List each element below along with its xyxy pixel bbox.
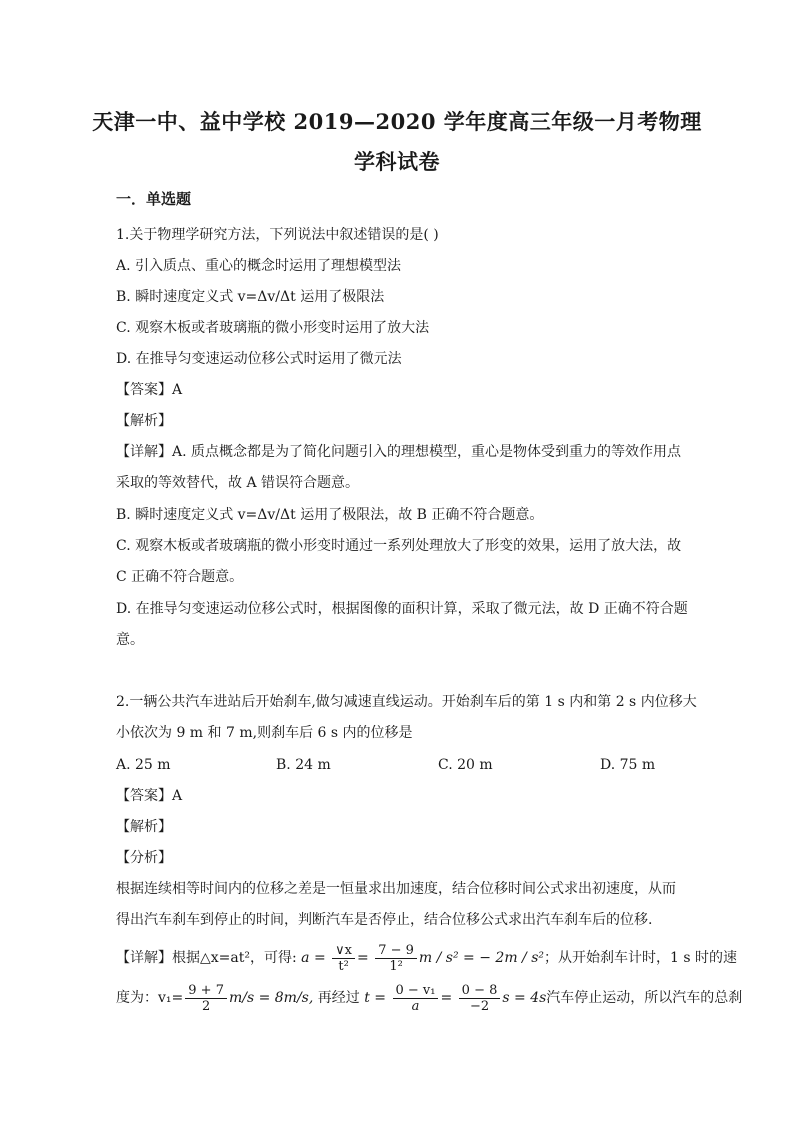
fraction-numerator: 7 − 9: [375, 943, 417, 959]
fraction-numerator: 0 − 8: [459, 983, 501, 999]
q1-detail-line: 【详解】A. 质点概念都是为了简化问题引入的理想模型，重心是物体受到重力的等效作用点: [116, 444, 682, 460]
detail-text: 度为：v₁=: [116, 990, 184, 1006]
q2-fenxi-label: 【分析】: [116, 850, 172, 866]
q1-detail-line: C. 观察木板或者玻璃瓶的微小形变时通过一系列处理放大了形变的效果，运用了放大法，故: [116, 538, 682, 554]
formula-text: s = 4s: [502, 990, 547, 1006]
detail-text: 根据△x=at²，可得:: [172, 950, 302, 966]
q2-answer: [116, 787, 182, 805]
answer-label: 【答案】: [116, 382, 172, 398]
fraction-numerator: 0 − v₁: [393, 983, 439, 999]
fraction: [393, 983, 439, 1014]
q1-detail-line: 意。: [116, 632, 144, 648]
q1-stem: 1.关于物理学研究方法，下列说法中叙述错误的是( ): [116, 227, 439, 243]
q1-detail-line: D. 在推导匀变速运动位移公式时，根据图像的面积计算，采取了微元法，故 D 正确不符合题: [116, 601, 688, 617]
detail-label: 【详解】: [116, 950, 172, 966]
answer-value: A: [172, 382, 183, 398]
fraction-denominator: 1²: [389, 958, 403, 974]
formula-text: m/s = 8m/s,: [228, 990, 314, 1006]
fraction: [459, 983, 501, 1014]
answer-label: 【答案】: [116, 788, 172, 804]
fraction: [375, 943, 417, 974]
fraction-numerator: 9 + 7: [185, 983, 227, 999]
q2-detail-line-2: 度为：v₁= $\frac{9 + 7}{2}$ m/s = 8m/s, 再经过 t = $\frac{\text{0 − v₁}}{a}$ = $\frac{0 - 8}{-2}$ s = 4s汽车停止运动，所以汽车的总刹: [116, 982, 743, 1014]
q1-answer: [116, 381, 182, 399]
fraction: [185, 983, 227, 1014]
document-title-line1: 天津一中、益中学校 2019—2020 学年度高三年级一月考物理: [92, 109, 702, 134]
accel-symbol: a: [301, 950, 310, 966]
fraction-denominator: a: [411, 998, 420, 1014]
formula-text: m / s² = − 2m / s²: [418, 950, 545, 966]
q2-option-b: B. 24 m: [276, 757, 331, 773]
detail-text: 再经过: [317, 990, 360, 1006]
section-heading: 一．单选题: [116, 190, 192, 208]
fraction: [332, 943, 355, 974]
q1-option-c: C. 观察木板或者玻璃瓶的微小形变时运用了放大法: [116, 320, 430, 336]
document-title-line2: 学科试卷: [354, 149, 440, 174]
detail-text: 汽车停止运动，所以汽车的总刹: [546, 990, 743, 1006]
q2-detail-line-1: 【详解】根据△x=at²，可得: a = $\frac{\vee x}{\text{t²}}$ = $\frac{7 - 9}{\text{1²}}$ m / s² = − 2m / s²；从开始刹车计时，1 s 时的速: [116, 942, 738, 974]
q2-stem-line: 小依次为 9 m 和 7 m,则刹车后 6 s 内的位移是: [116, 725, 413, 741]
q1-option-d: D. 在推导匀变速运动位移公式时运用了微元法: [116, 351, 402, 367]
q2-stem-line: 2.一辆公共汽车进站后开始刹车,做匀减速直线运动。开始刹车后的第 1 s 内和第 2 s 内位移大: [116, 694, 697, 710]
q2-option-d: D. 75 m: [600, 757, 656, 773]
fraction-denominator: −2: [469, 998, 490, 1014]
q1-detail-line: C 正确不符合题意。: [116, 569, 244, 585]
q2-option-a: A. 25 m: [116, 757, 171, 773]
detail-text: ；从开始刹车计时，1 s 时的速: [544, 950, 738, 966]
q2-analysis-label: 【解析】: [116, 819, 172, 835]
q2-fenxi-line: 得出汽车刹车到停止的时间，判断汽车是否停止，结合位移公式求出汽车刹车后的位移.: [116, 912, 653, 928]
q2-fenxi-line: 根据连续相等时间内的位移之差是一恒量求出加速度，结合位移时间公式求出初速度，从而: [116, 881, 676, 897]
q1-option-b: B. 瞬时速度定义式 v=Δv/Δt 运用了极限法: [116, 289, 385, 305]
q1-detail-line: 采取的等效替代，故 A 错误符合题意。: [116, 475, 360, 491]
q1-option-a: A. 引入质点、重心的概念时运用了理想模型法: [116, 258, 402, 274]
fraction-numerator: ∨x: [332, 943, 355, 959]
fraction-denominator: 2: [201, 998, 211, 1014]
answer-value: A: [172, 788, 183, 804]
q1-analysis-label: 【解析】: [116, 413, 172, 429]
q1-detail-line: B. 瞬时速度定义式 v=Δv/Δt 运用了极限法，故 B 正确不符合题意。: [116, 507, 544, 523]
fraction-denominator: t²: [338, 958, 349, 974]
time-symbol: t: [364, 990, 370, 1006]
q2-option-c: C. 20 m: [438, 757, 493, 773]
